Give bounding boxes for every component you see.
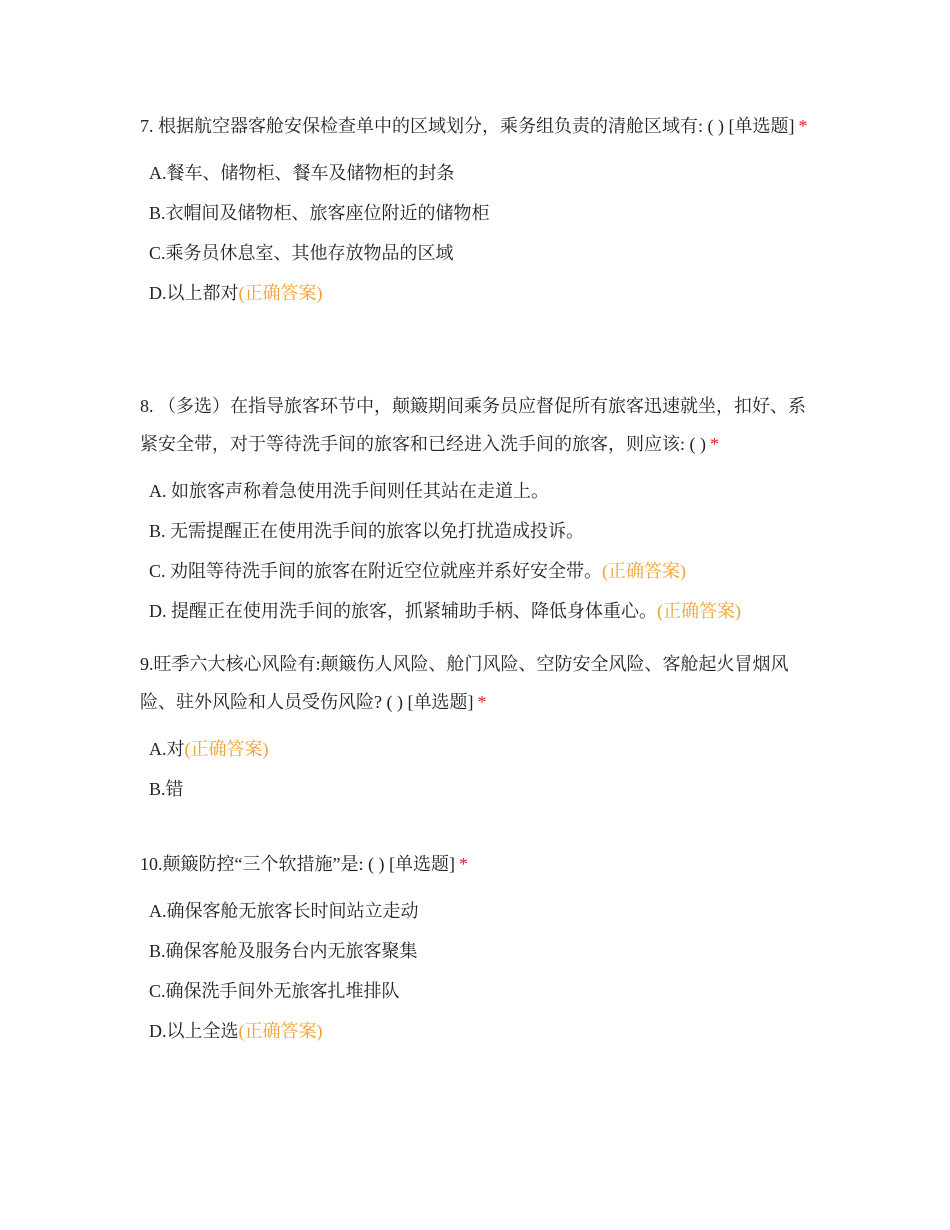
question-10 [140, 845, 820, 1051]
required-mark: * [798, 116, 808, 136]
correct-answer-tag: (正确答案) [602, 561, 687, 581]
question-7 [140, 107, 820, 313]
option-c[interactable]: C.乘务员休息室、其他存放物品的区域 [149, 243, 454, 263]
option-b[interactable]: B.错 [149, 779, 184, 799]
option-list [140, 729, 820, 809]
correct-answer-tag: (正确答案) [184, 739, 269, 759]
correct-answer-tag: (正确答案) [238, 283, 323, 303]
option-list [140, 891, 820, 1051]
option-list [140, 153, 820, 313]
correct-answer-tag: (正确答案) [657, 601, 741, 621]
option-a[interactable]: A. 如旅客声称着急使用洗手间则任其站在走道上。 [149, 481, 549, 501]
option-c[interactable]: C. 劝阻等待洗手间的旅客在附近空位就座并系好安全带。(正确答案) [149, 561, 687, 581]
question-9 [140, 645, 820, 809]
option-list [140, 471, 820, 631]
question-title: 7. 根据航空器客舱安保检查单中的区域划分，乘务组负责的清舱区域有: ( ) [单选题] * [140, 116, 808, 136]
option-b[interactable]: B.衣帽间及储物柜、旅客座位附近的储物柜 [149, 203, 490, 223]
option-b[interactable]: B.确保客舱及服务台内无旅客聚集 [149, 941, 418, 961]
correct-answer-tag: (正确答案) [238, 1021, 323, 1041]
required-mark: * [458, 854, 468, 874]
option-a[interactable]: A.餐车、储物柜、餐车及储物柜的封条 [149, 163, 455, 183]
option-d[interactable]: D. 提醒正在使用洗手间的旅客，抓紧辅助手柄、降低身体重心。(正确答案) [149, 601, 741, 621]
required-mark: * [477, 692, 487, 712]
option-a[interactable]: A.确保客舱无旅客长时间站立走动 [149, 901, 419, 921]
option-c[interactable]: C.确保洗手间外无旅客扎堆排队 [149, 981, 400, 1001]
question-title: 9.旺季六大核心风险有:颠簸伤人风险、舱门风险、空防安全风险、客舱起火冒烟风险、驻外风险和人员受伤风险? ( ) [单选题] * [140, 654, 789, 712]
question-title: 8. （多选）在指导旅客环节中，颠簸期间乘务员应督促所有旅客迅速就坐，扣好、系紧安全带，对于等待洗手间的旅客和已经进入洗手间的旅客，则应该: ( ) * [140, 396, 806, 454]
question-8 [140, 387, 820, 631]
option-a[interactable]: A.对(正确答案) [149, 739, 269, 759]
option-b[interactable]: B. 无需提醒正在使用洗手间的旅客以免打扰造成投诉。 [149, 521, 585, 541]
required-mark: * [710, 434, 719, 454]
option-d[interactable]: D.以上全选(正确答案) [149, 1021, 323, 1041]
option-d[interactable]: D.以上都对(正确答案) [149, 283, 323, 303]
question-title: 10.颠簸防控“三个软措施”是: ( ) [单选题] * [140, 854, 468, 874]
